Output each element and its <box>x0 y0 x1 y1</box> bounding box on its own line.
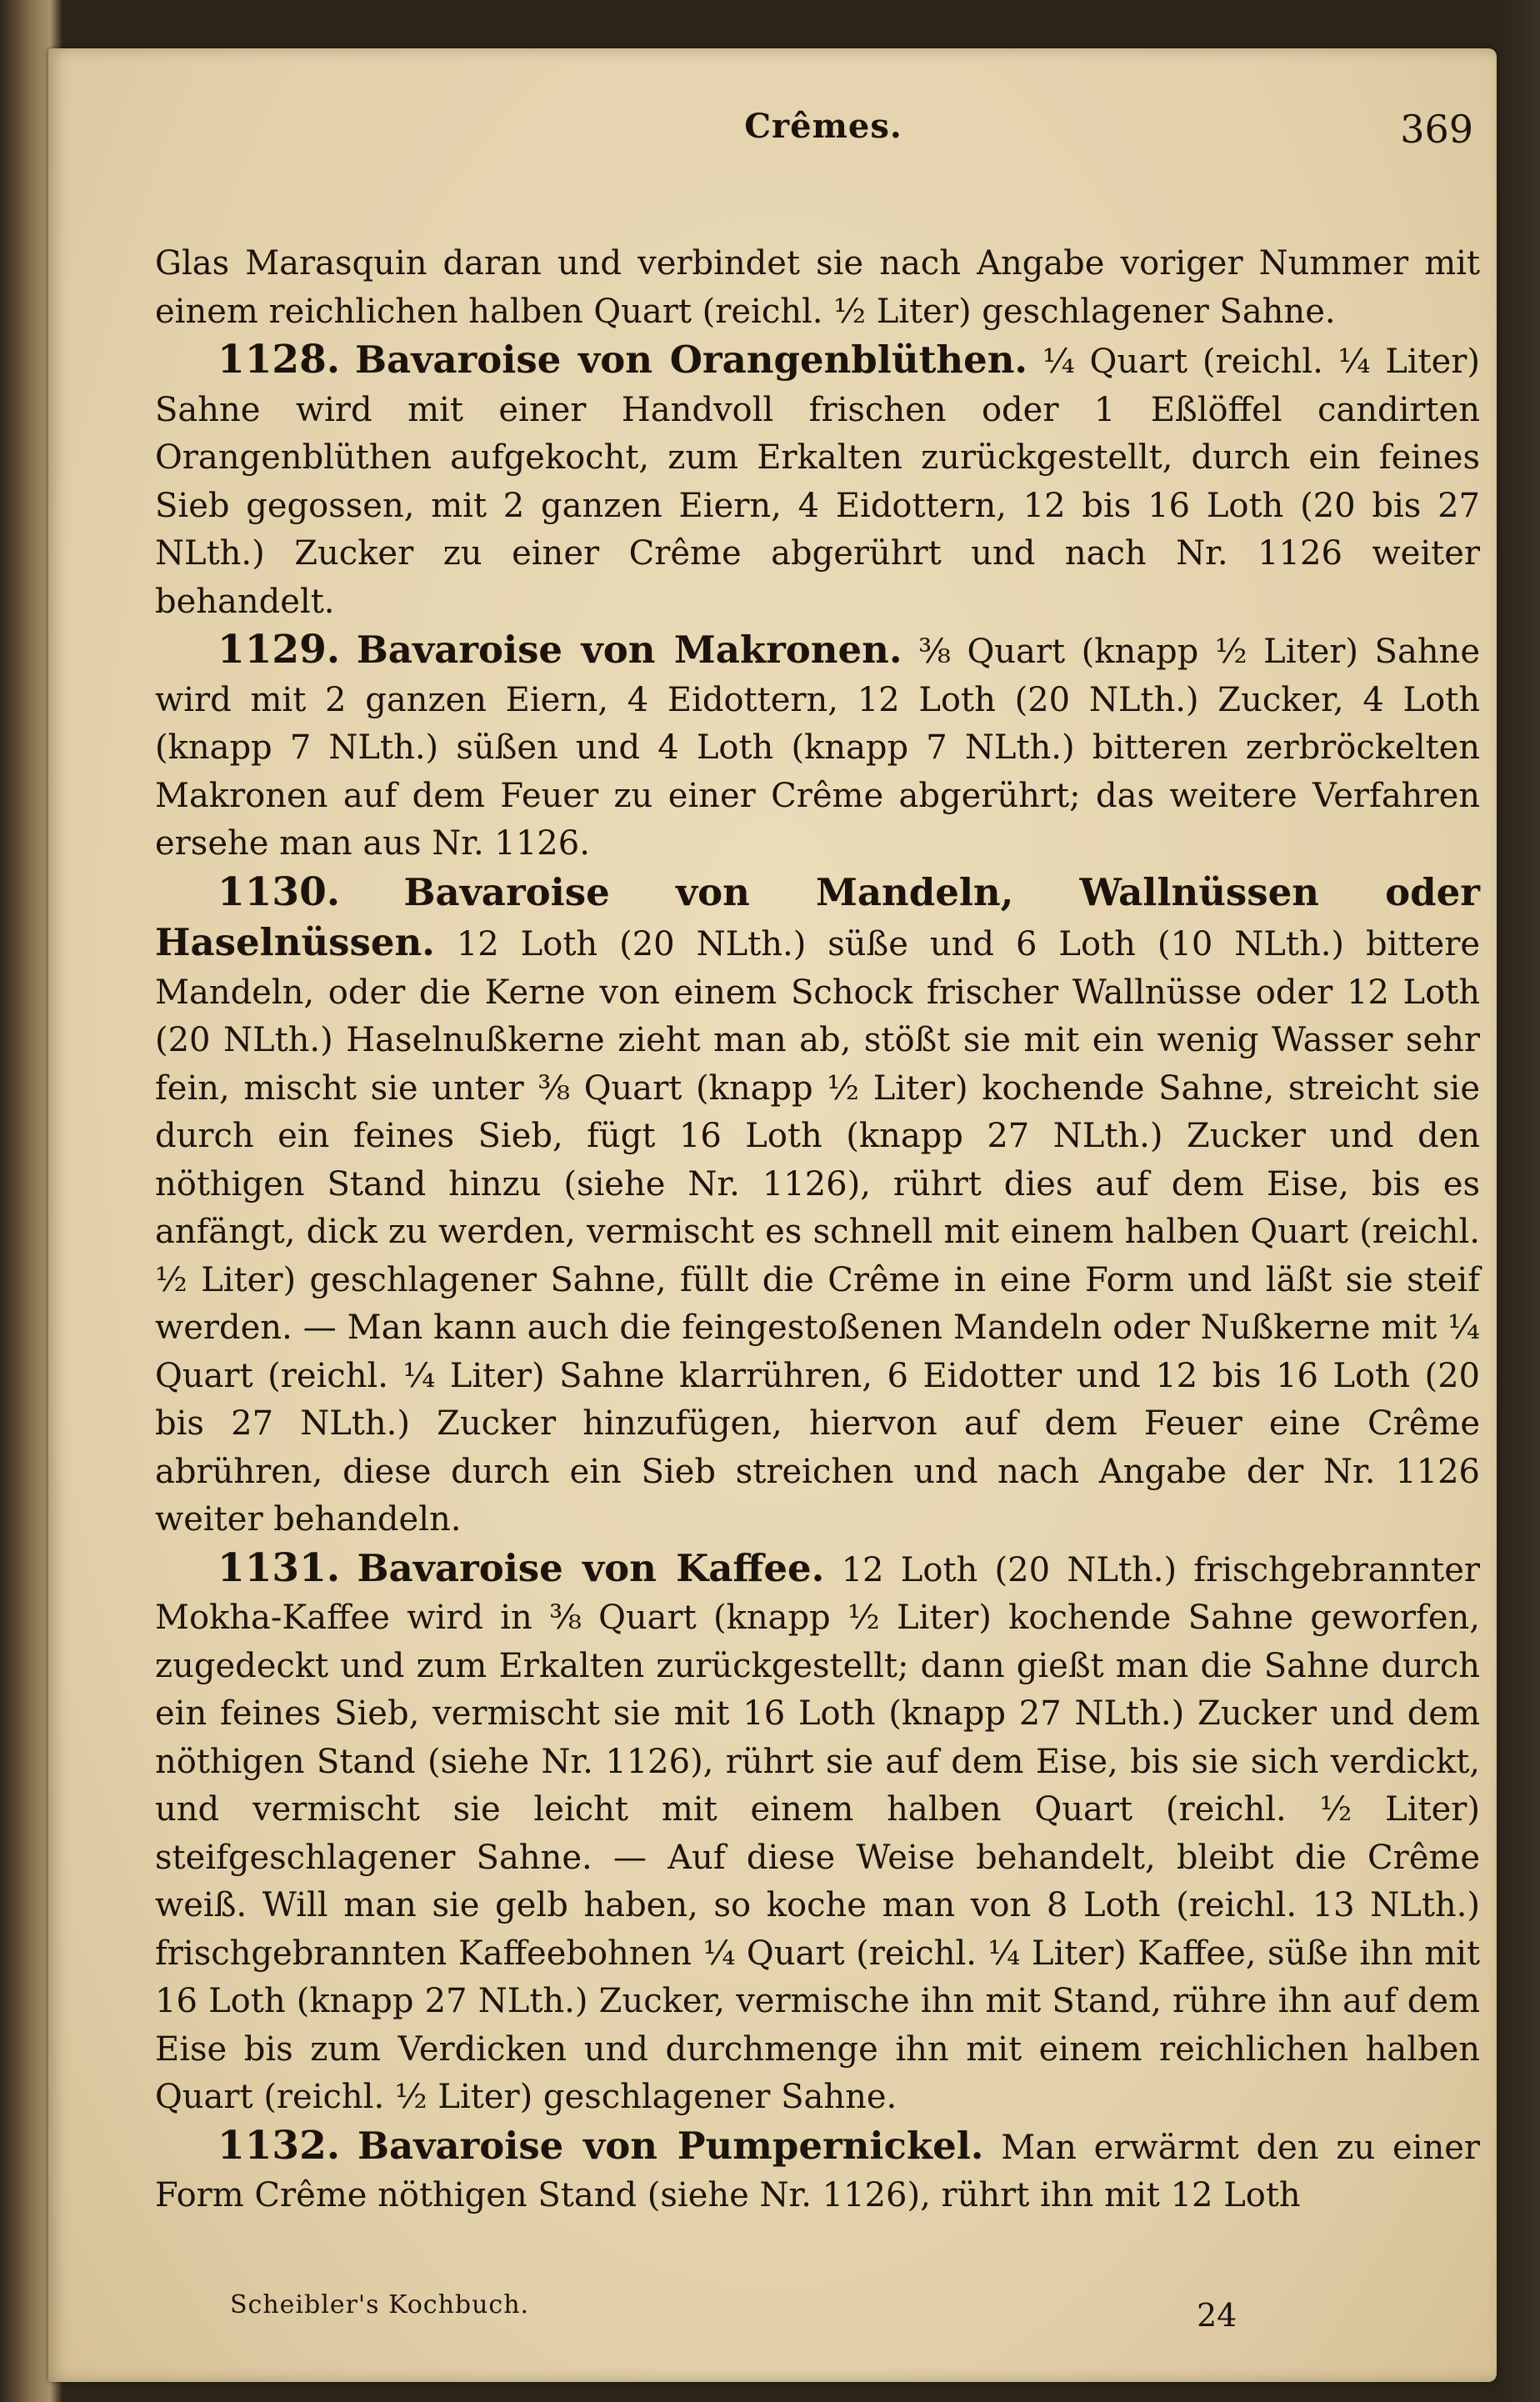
book-page <box>48 48 1497 2382</box>
recipe-text: Man erwärmt den zu einer Form Crême nöthigen Stand (siehe Nr. 1126), rührt ihn mit 12 Loth <box>155 2128 1481 2214</box>
recipe-1130 <box>155 868 1480 1544</box>
page-header <box>173 107 1473 165</box>
recipe-1131 <box>155 1544 1480 2122</box>
recipe-number: 1131. <box>218 1544 341 1591</box>
recipe-text: 12 Loth (20 NLth.) süße und 6 Loth (10 NLth.) bittere Mandeln, oder die Kerne von einem Schock frischer Wallnüsse oder 12 Loth (20 NLth.) Haselnußkerne zieht man ab, stößt sie mit ein wenig Wasser sehr fein, mischt sie unter ⅜ Quart (knapp ½ Liter) kochende Sahne, streicht sie durch ein feines Sieb, fügt 16 Loth (knapp 27 NLth.) Zucker und den nöthigen Stand hinzu (siehe Nr. 1126), rührt dies auf dem Eise, bis es anfängt, dick zu werden, vermischt es schnell mit einem halben Quart (reichl. ½ Liter) geschlagener Sahne, füllt die Crême in eine Form und läßt sie steif werden. — Man kann auch die feingestoßenen Mandeln oder Nußkerne mit ¼ Quart (reichl. ¼ Liter) Sahne klarrühren, 6 Eidotter und 12 bis 16 Loth (20 bis 27 NLth.) Zucker hinzufügen, hiervon auf dem Feuer eine Crême abrühren, diese durch ein Sieb streichen und nach Angabe der Nr. 1126 weiter behandeln. <box>155 925 1480 1539</box>
page-footer <box>155 2290 1480 2340</box>
book-signature: Scheibler's Kochbuch. <box>230 2290 530 2319</box>
paragraph-continuation <box>155 240 1480 336</box>
recipe-title: Bavaroise von Pumpernickel. <box>358 2123 984 2168</box>
recipe-1129 <box>155 626 1480 868</box>
recipe-title: Bavaroise von Mandeln, Wallnüssen oder Haselnüssen. <box>155 869 1480 964</box>
recipe-1128 <box>155 336 1480 626</box>
recipe-number: 1128. <box>218 337 341 383</box>
recipe-title: Bavaroise von Kaffee. <box>357 1545 825 1590</box>
recipe-number: 1130. <box>218 868 341 915</box>
sheet-number: 24 <box>1197 2297 1238 2334</box>
recipe-1132 <box>155 2122 1480 2220</box>
recipe-text: ¼ Quart (reichl. ¼ Liter) Sahne wird mit einer Handvoll frischen oder 1 Eßlöffel candirten Orangenblüthen aufgekocht, zum Erkalten zurückgestellt, durch ein feines Sieb gegossen, mit 2 ganzen Eiern, 4 Eidottern, 12 bis 16 Loth (20 bis 27 NLth.) Zucker zu einer Crême abgerührt und nach Nr. 1126 weiter behandelt. <box>155 343 1481 621</box>
recipe-text: 12 Loth (20 NLth.) frischgebrannter Mokha-Kaffee wird in ⅜ Quart (knapp ½ Liter) kochende Sahne geworfen, zugedeckt und zum Erkalten zurückgestellt; dann gießt man die Sahne durch ein feines Sieb, vermischt sie mit 16 Loth (knapp 27 NLth.) Zucker und dem nöthigen Stand (siehe Nr. 1126), rührt sie auf dem Eise, bis sie sich verdickt, und vermischt sie leicht mit einem halben Quart (reichl. ½ Liter) steifgeschlagener Sahne. — Auf diese Weise behandelt, bleibt die Crême weiß. Will man sie gelb haben, so koche man von 8 Loth (reichl. 13 NLth.) frischgebrannten Kaffeebohnen ¼ Quart (reichl. ¼ Liter) Kaffee, süße ihn mit 16 Loth (knapp 27 NLth.) Zucker, vermische ihn mit Stand, rühre ihn auf dem Eise bis zum Verdicken und durchmenge ihn mit einem reichlichen halben Quart (reichl. ½ Liter) geschlagener Sahne. <box>155 1550 1480 2116</box>
page-body <box>155 240 1480 2220</box>
paragraph-text: Glas Marasquin daran und verbindet sie nach Angabe voriger Nummer mit einem reichlichen halben Quart (reichl. ½ Liter) geschlagener Sahne. <box>155 244 1480 331</box>
page-number: 369 <box>1400 107 1473 152</box>
recipe-title: Bavaroise von Orangenblüthen. <box>355 338 1028 382</box>
recipe-text: ⅜ Quart (knapp ½ Liter) Sahne wird mit 2 ganzen Eiern, 4 Eidottern, 12 Loth (20 NLth.) Zucker, 4 Loth (knapp 7 NLth.) süßen und 4 Loth (knapp 7 NLth.) bitteren zerbröckelten Makronen auf dem Feuer zu einer Crême abgerührt; das weitere Verfahren ersehe man aus Nr. 1126. <box>155 633 1480 863</box>
recipe-title: Bavaroise von Makronen. <box>356 628 902 672</box>
running-head: Crêmes. <box>744 107 902 146</box>
recipe-number: 1129. <box>218 627 341 673</box>
recipe-number: 1132. <box>218 2122 341 2169</box>
